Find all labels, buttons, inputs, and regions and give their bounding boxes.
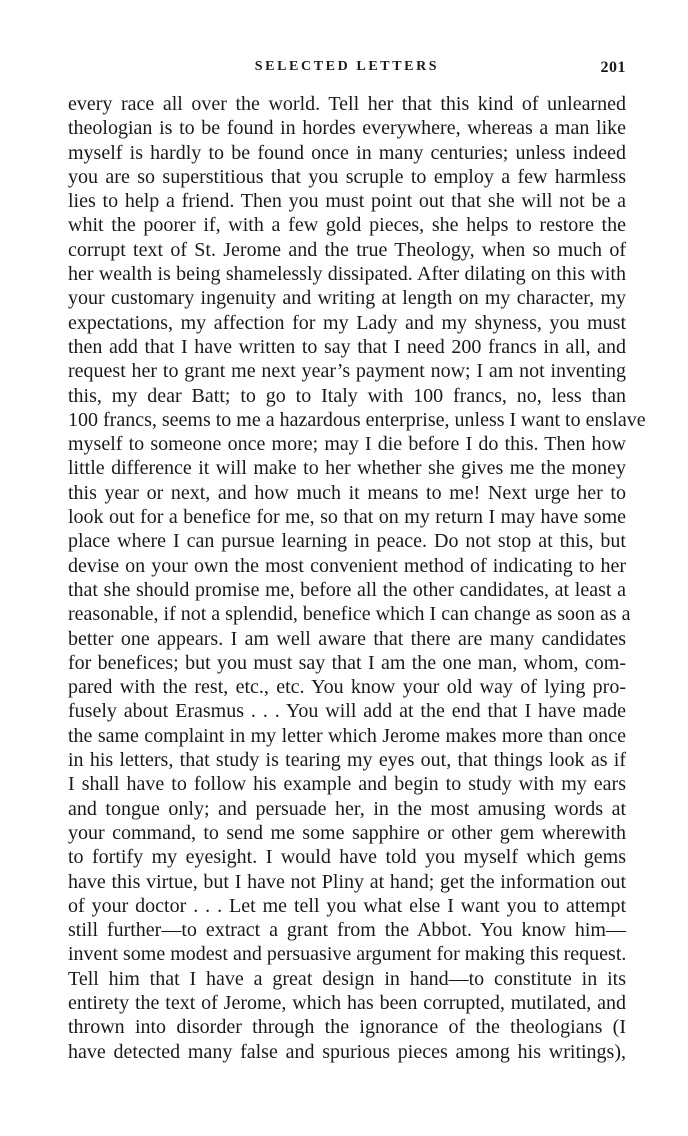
- text-line: entirety the text of Jerome, which has been corrupted, mutilated, and: [68, 991, 626, 1014]
- text-line: to fortify my eyesight. I would have told you myself which gems: [68, 846, 626, 869]
- text-line: for benefices; but you must say that I am the one man, whom, com-: [68, 651, 626, 674]
- text-line: and tongue only; and persuade her, in the most amusing words at: [68, 797, 626, 820]
- running-head: [68, 59, 626, 81]
- text-line: I shall have to follow his example and begin to study with my ears: [68, 773, 626, 796]
- text-line: this year or next, and how much it means to me! Next urge her to: [68, 481, 626, 504]
- text-line: fusely about Erasmus . . . You will add at the end that I have made: [68, 700, 626, 723]
- text-line: request her to grant me next year’s payment now; I am not inventing: [68, 360, 626, 383]
- text-line: myself is hardly to be found once in many centuries; unless indeed: [68, 141, 626, 164]
- text-line: whit the poorer if, with a few gold pieces, she helps to restore the: [68, 214, 626, 237]
- text-line: 100 francs, seems to me a hazardous enterprise, unless I want to enslave: [68, 408, 646, 431]
- text-line: little difference it will make to her whether she gives me the money: [68, 457, 626, 480]
- text-line: theologian is to be found in hordes everywhere, whereas a man like: [68, 117, 626, 140]
- text-line: expectations, my affection for my Lady and my shyness, you must: [68, 311, 626, 334]
- text-line: every race all over the world. Tell her that this kind of unlearned: [68, 93, 626, 115]
- text-line: look out for a benefice for me, so that on my return I may have some: [68, 506, 626, 529]
- text-line: you are so superstitious that you scruple to employ a few harmless: [68, 165, 626, 188]
- text-line: corrupt text of St. Jerome and the true Theology, when so much of: [68, 238, 626, 261]
- text-line: this, my dear Batt; to go to Italy with 100 francs, no, less than: [68, 384, 626, 407]
- text-line: invent some modest and persuasive argument for making this request.: [68, 943, 627, 966]
- text-line: have detected many false and spurious pieces among his writings),: [68, 1040, 626, 1063]
- text-line: myself to someone once more; may I die before I do this. Then how: [68, 433, 626, 456]
- running-title: SELECTED LETTERS: [254, 59, 440, 74]
- text-line: have this virtue, but I have not Pliny at hand; get the information out: [68, 870, 626, 893]
- text-line: reasonable, if not a splendid, benefice which I can change as soon as a: [68, 603, 631, 626]
- page-number: 201: [600, 59, 626, 76]
- text-line: your customary ingenuity and writing at length on my character, my: [68, 287, 626, 310]
- body-text: [68, 92, 646, 1064]
- text-line: her wealth is being shamelessly dissipated. After dilating on this with: [68, 263, 626, 286]
- text-line: still further—to extract a grant from the Abbot. You know him—: [68, 919, 626, 942]
- text-line: then add that I have written to say that I need 200 francs in all, and: [68, 335, 626, 358]
- text-line: better one appears. I am well aware that there are many candidates: [68, 627, 626, 650]
- text-line: of your doctor . . . Let me tell you what else I want you to attempt: [68, 894, 626, 917]
- text-line: thrown into disorder through the ignorance of the theologians (I: [68, 1016, 626, 1039]
- text-line: devise on your own the most convenient method of indicating to her: [68, 554, 626, 577]
- text-line: lies to help a friend. Then you must point out that she will not be a: [68, 190, 626, 213]
- text-line: that she should promise me, before all the other candidates, at least a: [68, 578, 626, 601]
- text-line: the same complaint in my letter which Jerome makes more than once: [68, 724, 626, 747]
- text-line: in his letters, that study is tearing my eyes out, that things look as if: [68, 749, 626, 772]
- text-line: Tell him that I have a great design in hand—to constitute in its: [68, 967, 626, 990]
- text-line: pared with the rest, etc., etc. You know your old way of lying pro-: [68, 676, 626, 699]
- text-line: your command, to send me some sapphire or other gem wherewith: [68, 821, 626, 844]
- text-line: place where I can pursue learning in peace. Do not stop at this, but: [68, 530, 626, 553]
